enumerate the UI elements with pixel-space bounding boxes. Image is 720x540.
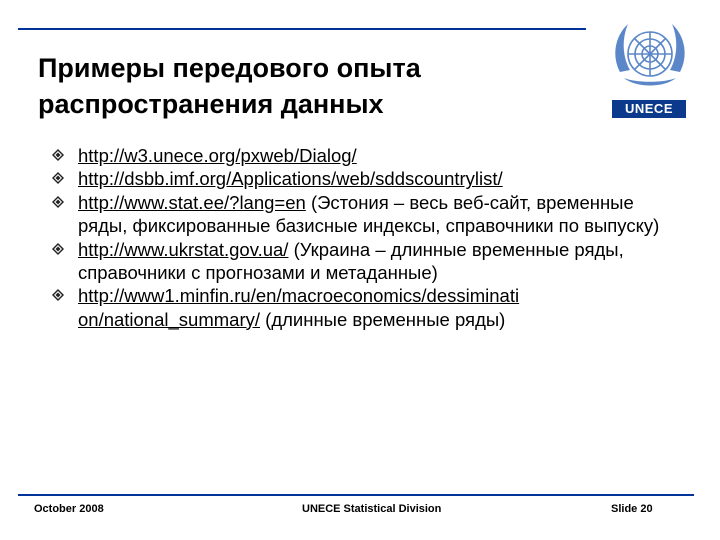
bottom-rule [18, 494, 694, 496]
footer-date: October 2008 [34, 503, 104, 515]
unece-logo [602, 12, 698, 122]
diamond-bullet-icon [52, 289, 64, 301]
un-emblem-icon [602, 12, 698, 100]
bullet-link[interactable]: http://www.ukrstat.gov.ua/ [78, 238, 289, 260]
unece-badge: UNECE [612, 100, 686, 118]
bullet-list [52, 144, 672, 331]
bullet-link[interactable]: http://www.stat.ee/?lang=en [78, 191, 306, 213]
footer-division: UNECE Statistical Division [302, 503, 442, 515]
top-rule [18, 28, 586, 30]
bullet-text: (Украина – длинные временные ряды, справочники с прогнозами и метаданные) [78, 238, 624, 284]
bullet-link[interactable]: http://w3.unece.org/pxweb/Dialog/ [78, 145, 357, 166]
title-line-1: Примеры передового опыта [38, 53, 421, 83]
title-line-2: распространения данных [38, 89, 384, 119]
list-item [52, 191, 672, 238]
diamond-bullet-icon [52, 196, 64, 208]
slide-title [38, 50, 578, 122]
diamond-bullet-icon [52, 172, 64, 184]
diamond-bullet-icon [52, 243, 64, 255]
list-item [52, 284, 672, 331]
list-item [52, 144, 672, 167]
bullet-link[interactable]: http://www1.minfin.ru/en/macroeconomics/dessiminati on/national_summary/ [78, 285, 520, 330]
bullet-link[interactable]: http://dsbb.imf.org/Applications/web/sddscountrylist/ [78, 168, 503, 190]
bullet-text: (Эстония – весь веб-сайт, временные ряды, фиксированные базисные индексы, справочники по выпуску) [78, 191, 660, 237]
bullet-text: (длинные временные ряды) [260, 308, 506, 330]
list-item [52, 238, 672, 285]
list-item [52, 167, 672, 190]
diamond-bullet-icon [52, 149, 64, 161]
footer-slide-number: Slide 20 [611, 503, 653, 515]
